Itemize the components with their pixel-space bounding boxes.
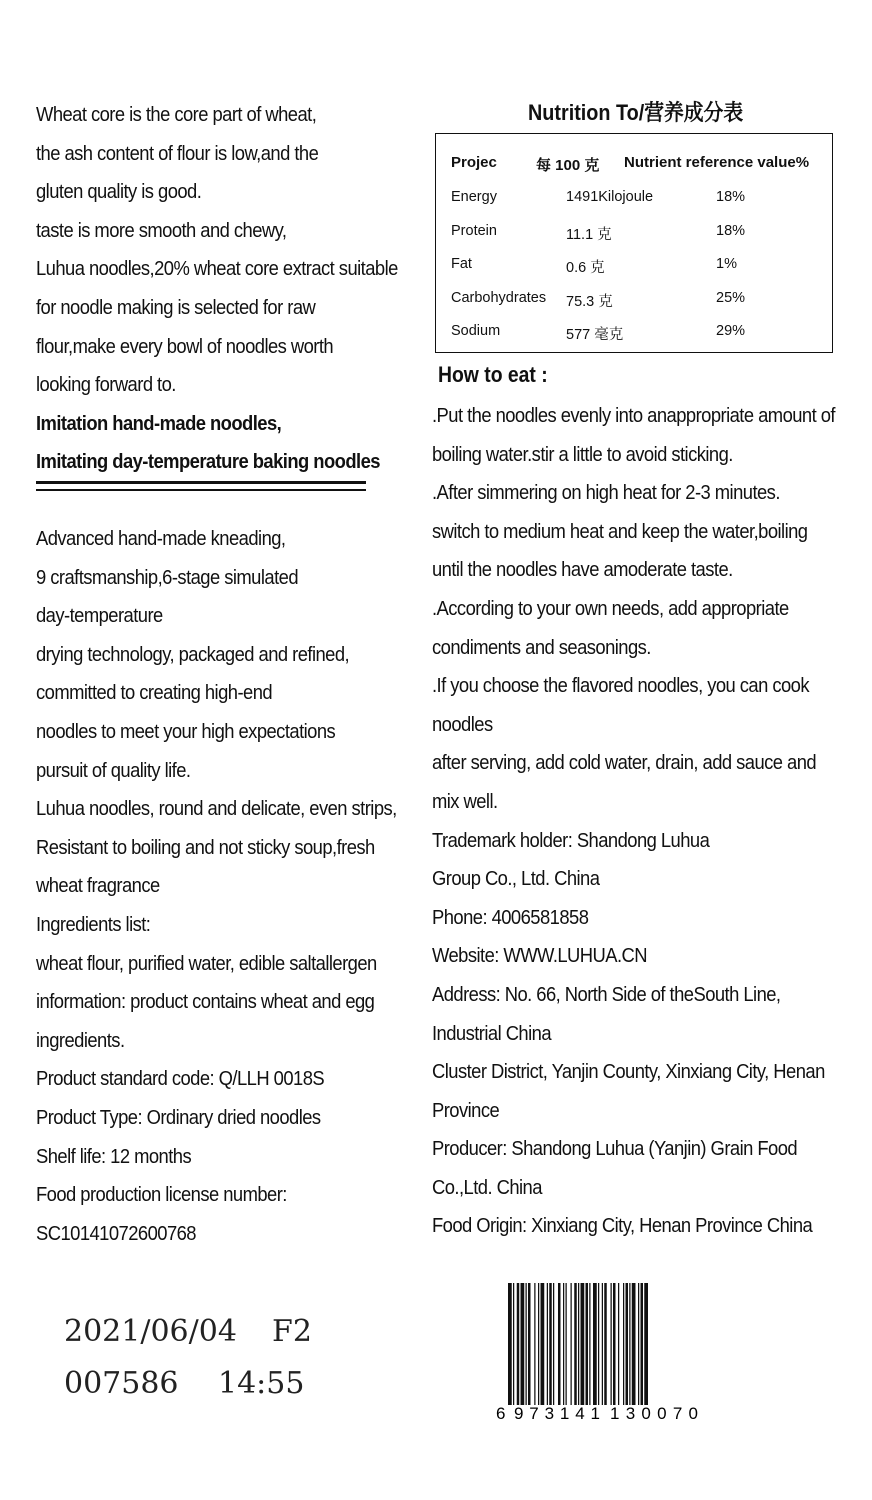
how-to-eat-line: after serving, add cold water, drain, add sauce and bbox=[432, 752, 817, 775]
intro-line: the ash content of flour is low,and the bbox=[36, 142, 319, 165]
details-line: pursuit of quality life. bbox=[36, 759, 191, 782]
details-line: noodles to meet your high expectations bbox=[36, 720, 336, 743]
details-line: SC10141072600768 bbox=[36, 1222, 196, 1245]
nutrient-amount: 11.1 克 bbox=[566, 226, 612, 243]
barcode-bar bbox=[578, 1283, 579, 1405]
barcode-bar bbox=[618, 1283, 619, 1405]
details-line: Shelf life: 12 months bbox=[36, 1145, 192, 1168]
details-line: committed to creating high-end bbox=[36, 682, 273, 705]
intro-line: Wheat core is the core part of wheat, bbox=[36, 104, 317, 126]
nutrient-nrv: 1% bbox=[716, 256, 737, 272]
how-to-eat-line: .If you choose the flavored noodles, you can cook bbox=[432, 675, 809, 698]
nutrition-header-nrv: Nutrient reference value% bbox=[624, 154, 810, 171]
how-to-eat-line: Cluster District, Yanjin County, Xinxiang City, Henan bbox=[432, 1061, 825, 1084]
nutrient-amount: 1491Kilojoule bbox=[566, 189, 654, 205]
details-line: ingredients. bbox=[36, 1029, 125, 1052]
nutrient-amount: 577 毫克 bbox=[566, 327, 624, 343]
how-to-eat-line: condiments and seasonings. bbox=[432, 636, 651, 659]
how-to-eat-title: How to eat : bbox=[438, 362, 548, 387]
barcode-digit-first: 6 bbox=[496, 1404, 506, 1423]
barcode-bar bbox=[563, 1283, 564, 1405]
intro-line: flour,make every bowl of noodles worth bbox=[36, 335, 334, 358]
barcode-bar bbox=[593, 1283, 597, 1405]
details-line: Product standard code: Q/LLH 0018S bbox=[36, 1068, 325, 1091]
how-to-eat-line: .According to your own needs, add appropriate bbox=[432, 597, 789, 620]
how-to-eat-line: boiling water.stir a little to avoid sticking. bbox=[432, 443, 733, 466]
barcode-bar bbox=[528, 1283, 531, 1405]
details-line: day-temperature bbox=[36, 605, 163, 628]
nutrient-name: Sodium bbox=[451, 323, 501, 339]
how-to-eat-line: Food Origin: Xinxiang City, Henan Province China bbox=[432, 1215, 813, 1238]
barcode-bar bbox=[521, 1283, 525, 1405]
details-line: Luhua noodles, round and delicate, even strips, bbox=[36, 798, 397, 821]
nutrient-nrv: 18% bbox=[716, 189, 746, 205]
nutrient-nrv: 25% bbox=[716, 289, 746, 306]
nutrition-header-per100g: 每 100 克 bbox=[536, 157, 600, 174]
details-line: Food production license number: bbox=[36, 1184, 287, 1207]
nutrition-row bbox=[436, 323, 832, 343]
barcode-bar bbox=[611, 1283, 612, 1405]
intro-line: gluten quality is good. bbox=[36, 181, 202, 204]
details-line: Ingredients list: bbox=[36, 913, 151, 936]
barcode-bar bbox=[604, 1283, 607, 1405]
nutrition-row bbox=[436, 189, 832, 209]
barcode-bar bbox=[538, 1283, 539, 1405]
how-to-eat-line: Industrial China bbox=[432, 1022, 552, 1045]
barcode-bar bbox=[526, 1283, 527, 1405]
nutrient-name: Protein bbox=[451, 222, 497, 239]
nutrition-row bbox=[436, 290, 832, 310]
how-to-eat-text bbox=[432, 397, 852, 1246]
barcode-bar bbox=[641, 1283, 644, 1405]
intro-line: Luhua noodles,20% wheat core extract suitable bbox=[36, 258, 398, 281]
barcode-bar bbox=[586, 1283, 589, 1405]
details-line: Resistant to boiling and not sticky soup,fresh bbox=[36, 836, 375, 859]
how-to-eat-line: .After simmering on high heat for 2-3 minutes. bbox=[432, 482, 780, 505]
barcode-bar bbox=[581, 1283, 585, 1405]
details-line: Product Type: Ordinary dried noodles bbox=[36, 1106, 321, 1129]
nutrition-header-item: Projec bbox=[451, 154, 497, 171]
how-to-eat-line: Producer: Shandong Luhua (Yanjin) Grain Food bbox=[432, 1138, 798, 1161]
divider-thick bbox=[36, 481, 366, 484]
intro-line: taste is more smooth and chewy, bbox=[36, 219, 287, 242]
intro-line: Imitating day-temperature baking noodles bbox=[36, 451, 380, 474]
barcode-bar bbox=[571, 1283, 572, 1405]
left-details-text bbox=[36, 520, 416, 1253]
barcode-bar bbox=[632, 1283, 636, 1405]
details-line: wheat flour, purified water, edible saltallergen bbox=[36, 952, 377, 975]
nutrient-name: Carbohydrates bbox=[451, 289, 547, 306]
nutrition-title: Nutrition To/营养成分表 bbox=[528, 100, 744, 125]
barcode-bar bbox=[547, 1283, 548, 1405]
details-line: wheat fragrance bbox=[36, 875, 160, 898]
barcode bbox=[496, 1283, 712, 1423]
stamp-time: 14:55 bbox=[218, 1366, 305, 1401]
details-line: 9 craftsmanship,6-stage simulated bbox=[36, 566, 299, 589]
barcode-bar bbox=[566, 1283, 567, 1405]
details-line: drying technology, packaged and refined, bbox=[36, 643, 350, 666]
barcode-bar bbox=[644, 1283, 648, 1405]
left-intro-text bbox=[36, 96, 416, 482]
barcode-bar bbox=[541, 1283, 545, 1405]
how-to-eat-line: Group Co., Ltd. China bbox=[432, 868, 600, 891]
barcode-bar bbox=[623, 1283, 624, 1405]
barcode-bar bbox=[534, 1283, 535, 1405]
barcode-group-left: 973141 bbox=[514, 1404, 600, 1423]
barcode-bar bbox=[598, 1283, 599, 1405]
barcode-bar bbox=[508, 1283, 512, 1405]
divider-thin bbox=[36, 489, 366, 491]
stamp-date: 2021/06/04 bbox=[64, 1314, 237, 1349]
barcode-bar bbox=[602, 1283, 603, 1405]
barcode-bar bbox=[549, 1283, 552, 1405]
barcode-bar bbox=[517, 1283, 520, 1405]
stamp-code: F2 bbox=[272, 1314, 312, 1349]
how-to-eat-line: mix well. bbox=[432, 790, 498, 813]
details-line: information: product contains wheat and egg bbox=[36, 991, 375, 1014]
nutrition-table bbox=[435, 133, 833, 353]
intro-line: looking forward to. bbox=[36, 374, 176, 397]
nutrient-name: Energy bbox=[451, 189, 497, 205]
barcode-bar bbox=[513, 1283, 514, 1405]
how-to-eat-line: Co.,Ltd. China bbox=[432, 1176, 542, 1199]
how-to-eat-line: Address: No. 66, North Side of theSouth Line, bbox=[432, 983, 781, 1006]
barcode-bar bbox=[629, 1283, 630, 1405]
nutrient-amount: 0.6 克 bbox=[566, 260, 605, 276]
nutrition-header-row bbox=[436, 154, 832, 174]
nutrient-amount: 75.3 克 bbox=[566, 293, 613, 310]
how-to-eat-line: Trademark holder: Shandong Luhua bbox=[432, 829, 710, 852]
barcode-bar bbox=[553, 1283, 554, 1405]
how-to-eat-line: Phone: 4006581858 bbox=[432, 906, 589, 929]
barcode-bar bbox=[574, 1283, 577, 1405]
how-to-eat-line: until the noodles have amoderate taste. bbox=[432, 559, 733, 582]
barcode-bar bbox=[613, 1283, 616, 1405]
barcode-bar bbox=[638, 1283, 639, 1405]
how-to-eat-line: Website: WWW.LUHUA.CN bbox=[432, 945, 648, 968]
how-to-eat-line: .Put the noodles evenly into anappropriate amount of bbox=[432, 405, 835, 427]
intro-line: Imitation hand-made noodles, bbox=[36, 412, 282, 435]
nutrition-row bbox=[436, 256, 832, 276]
nutrient-name: Fat bbox=[451, 256, 472, 272]
details-line: Advanced hand-made kneading, bbox=[36, 528, 286, 550]
how-to-eat-line: noodles bbox=[432, 713, 493, 736]
intro-line: for noodle making is selected for raw bbox=[36, 296, 316, 319]
barcode-group-right: 130070 bbox=[610, 1404, 698, 1423]
nutrition-row bbox=[436, 223, 832, 243]
how-to-eat-line: switch to medium heat and keep the water,boiling bbox=[432, 520, 808, 543]
nutrient-nrv: 18% bbox=[716, 222, 746, 239]
how-to-eat-line: Province bbox=[432, 1099, 500, 1122]
barcode-bar bbox=[558, 1283, 561, 1405]
stamp-batch: 007586 bbox=[64, 1366, 179, 1401]
nutrient-nrv: 29% bbox=[716, 323, 746, 339]
barcode-bars bbox=[508, 1283, 648, 1405]
barcode-bar bbox=[626, 1283, 629, 1405]
barcode-bar bbox=[589, 1283, 590, 1405]
